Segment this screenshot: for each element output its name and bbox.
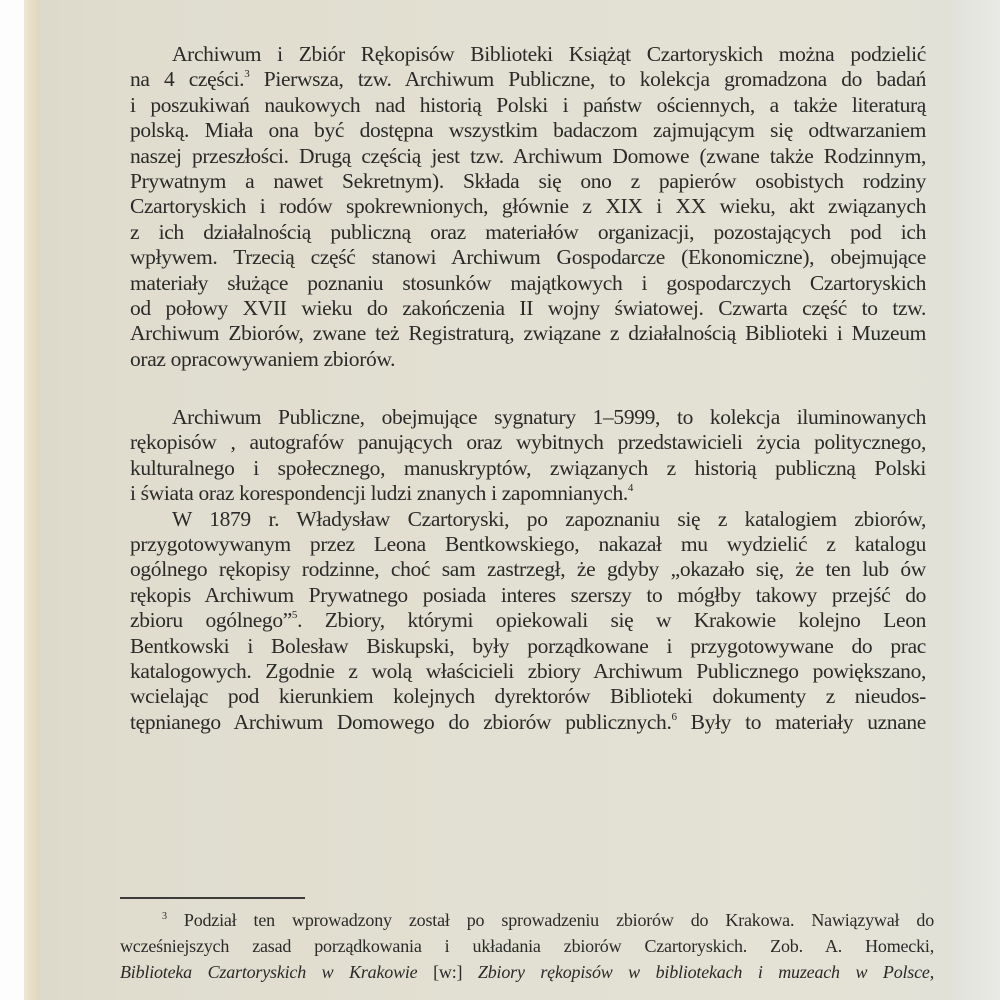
text-line: Czartoryskich i rodów spokrewnionych, głównie z XIX i XX wieku, akt związanych (130, 194, 926, 219)
text-line: Prywatnym a nawet Sekretnym). Składa się ono z papierów osobistych rodziny (130, 168, 926, 193)
text-line: katalogowych. Zgodnie z wolą właścicieli zbiory Archiwum Publicznego powiększano, (130, 658, 926, 683)
paragraph-gap (130, 372, 926, 405)
text-span: . Zbiory, którymi opiekowali się w Krakowie kolejno Leon (297, 608, 927, 633)
text-span: Pierwsza, tzw. Archiwum Publiczne, to kolekcja gromadzona do badań (249, 67, 926, 92)
text-span: , (929, 962, 934, 982)
text-line: Bentkowski i Bolesław Biskupski, były porządkowane i przygotowywane do prac (130, 633, 926, 658)
text-span: [w:] (417, 962, 478, 982)
footnote-line (120, 907, 934, 933)
body-text (130, 42, 926, 735)
text-span: zbioru ogólnego” (130, 608, 292, 633)
text-line: Archiwum Zbiorów, zwane też Registraturą, związane z działalnością Biblioteki i Muzeum (130, 321, 926, 346)
text-line: rękopis Archiwum Prywatnego posiada interes szerszy to mógłby takowy przejść do (130, 582, 926, 607)
footnote-separator (120, 897, 305, 899)
text-line: wpływem. Trzecią część stanowi Archiwum Gospodarcze (Ekonomiczne), obejmujące (130, 245, 926, 270)
footnote-ref-4[interactable]: 4 (627, 482, 634, 495)
text-line (130, 608, 926, 633)
text-line: ogólnego rękopisy rodzinne, choć sam zastrzegł, że gdyby „okazało się, że ten lub ów (130, 557, 926, 582)
text-line (130, 481, 926, 506)
citation-title: Zbiory rękopisów w bibliotekach i muzeach w Polsce (477, 962, 930, 982)
citation-title: Biblioteka Czartoryskich w Krakowie (120, 962, 418, 982)
text-line: i poszukiwań naukowych nad historią Polski i państw ościennych, a także literaturą (130, 92, 926, 117)
text-line: W 1879 r. Władysław Czartoryski, po zapoznaniu się z katalogiem zbiorów, (172, 506, 926, 531)
text-span: tępnianego Archiwum Domowego do zbiorów publicznych. (130, 709, 672, 734)
text-span: na 4 części. (130, 67, 245, 92)
footnote-line (120, 959, 934, 985)
page-gutter-shadow (950, 0, 1000, 1000)
footnote-ref-3[interactable]: 3 (244, 68, 250, 81)
text-line: oraz opracowywaniem zbiorów. (130, 346, 396, 371)
footnote-3 (120, 907, 934, 985)
text-line (130, 710, 926, 735)
footnotes (120, 907, 934, 985)
paragraph-2 (130, 405, 926, 507)
text-line: materiały służące poznaniu stosunków majątkowych i gospodarczych Czartoryskich (130, 270, 926, 295)
text-span: i świata oraz korespondencji ludzi znanych i zapomnianych. (130, 481, 628, 506)
text-span: Podział ten wprowadzony został po sprowadzeniu zbiorów do Krakowa. Nawiązywał do (166, 910, 934, 930)
text-span: Były to materiały uznane (676, 709, 926, 734)
text-line: rękopisów , autografów panujących oraz wybitnych przedstawicieli życia politycznego, (130, 430, 926, 455)
text-line: od połowy XVII wieku do zakończenia II wojny światowej. Czwarta część to tzw. (130, 295, 926, 320)
footnote-ref-5[interactable]: 5 (291, 609, 298, 622)
text-line: z ich działalnością publiczną oraz materiałów organizacji, pozostających pod ich (130, 219, 926, 244)
text-line: kulturalnego i społecznego, manuskryptów, związanych z historią publiczną Polski (130, 455, 926, 480)
text-line: Archiwum Publiczne, obejmujące sygnatury 1–5999, to kolekcja iluminowanych (172, 405, 926, 430)
text-line: wcielając pod kierunkiem kolejnych dyrektorów Biblioteki dokumenty z nieudos- (130, 684, 926, 709)
text-line: Archiwum i Zbiór Rękopisów Biblioteki Książąt Czartoryskich można podzielić (172, 42, 926, 66)
paragraph-3 (130, 507, 926, 736)
paragraph-1 (130, 42, 926, 372)
footnote-line: wcześniejszych zasad porządkowania i układania zbiorów Czartoryskich. Zob. A. Homecki, (120, 936, 934, 956)
footnote-marker: 3 (162, 911, 167, 922)
text-line: naszej przeszłości. Drugą częścią jest tzw. Archiwum Domowe (zwane także Rodzinnym, (130, 143, 926, 168)
text-line: przygotowywanym przez Leona Bentkowskiego, nakazał mu wydzielić z katalogu (130, 532, 926, 557)
text-line (130, 67, 926, 92)
text-line: polską. Miała ona być dostępna wszystkim badaczom zajmującym się odtwarzaniem (130, 118, 926, 143)
footnote-ref-6[interactable]: 6 (671, 710, 677, 723)
